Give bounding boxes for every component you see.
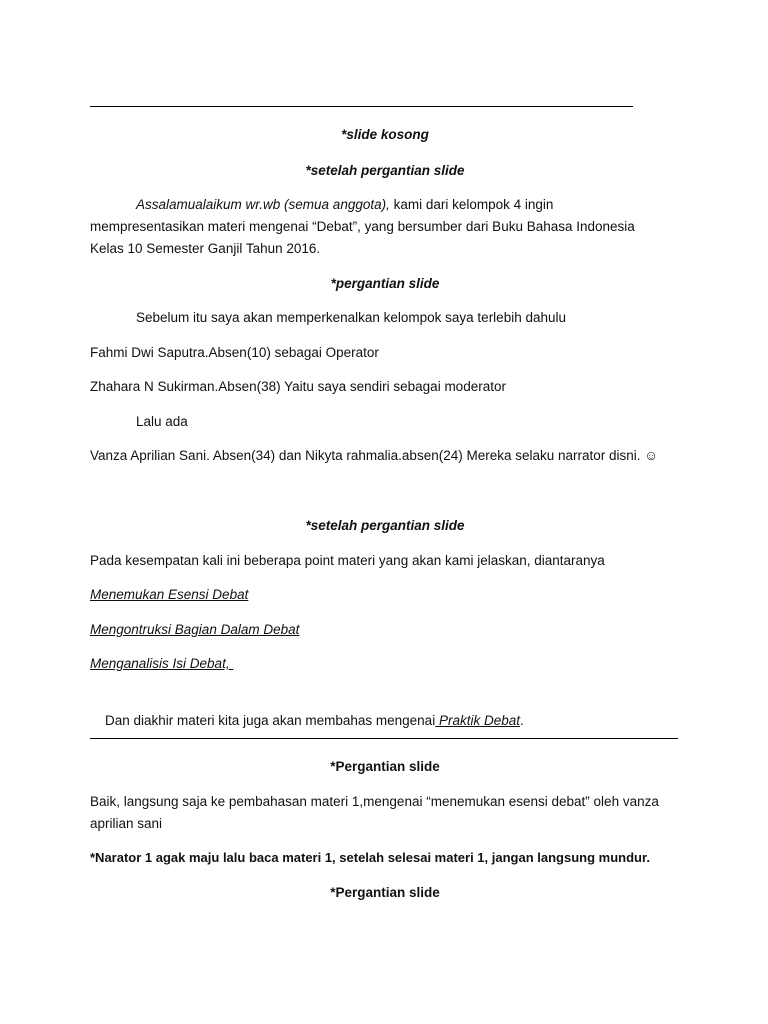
points-intro: Pada kesempatan kali ini beberapa point materi yang akan kami jelaskan, diantaranya [90, 553, 605, 568]
horizontal-rule-middle [90, 738, 678, 739]
stage-note-slide-kosong: *slide kosong [341, 127, 429, 142]
closing-period: . [520, 713, 524, 728]
greeting-rest: kami dari kelompok 4 ingin [389, 197, 554, 212]
greeting-line-3: Kelas 10 Semester Ganjil Tahun 2016. [90, 241, 321, 256]
narrator-instruction: *Narator 1 agak maju lalu baca materi 1, setelah selesai materi 1, jangan langsung mundur. [90, 850, 650, 865]
stage-note-setelah-pergantian-2: *setelah pergantian slide [305, 518, 465, 533]
stage-note-pergantian-1: *pergantian slide [330, 276, 440, 291]
closing-text: Dan diakhir materi kita juga akan membahas mengenai [105, 713, 436, 728]
materi1-line-1: Baik, langsung saja ke pembahasan materi 1,mengenai “menemukan esensi debat” oleh vanza [90, 794, 659, 809]
greeting-line-2: mempresentasikan materi mengenai “Debat”, yang bersumber dari Buku Bahasa Indonesia [90, 219, 635, 234]
member-narrators: Vanza Aprilian Sani. Absen(34) dan Nikyta rahmalia.absen(24) Mereka selaku narrator disni. ☺ [90, 448, 659, 463]
member-moderator: Zhahara N Sukirman.Absen(38) Yaitu saya sendiri sebagai moderator [90, 379, 506, 394]
greeting-line [136, 194, 553, 216]
point-item-2: Mengontruksi Bagian Dalam Debat [90, 622, 300, 637]
greeting-italic: Assalamualaikum wr.wb (semua anggota), [136, 197, 390, 212]
closing-points-line [90, 688, 524, 754]
stage-note-pergantian-2: *Pergantian slide [330, 759, 440, 774]
stage-note-pergantian-3: *Pergantian slide [330, 885, 440, 900]
lalu-ada: Lalu ada [136, 414, 188, 429]
praktik-debat-link: Praktik Debat [435, 713, 520, 728]
materi1-line-2: aprilian sani [90, 816, 163, 831]
point-item-1: Menemukan Esensi Debat [90, 587, 249, 602]
intro-paragraph: Sebelum itu saya akan memperkenalkan kelompok saya terlebih dahulu [136, 310, 566, 325]
point-item-3: Menganalisis Isi Debat, [90, 656, 234, 671]
horizontal-rule-top [90, 106, 633, 107]
member-operator: Fahmi Dwi Saputra.Absen(10) sebagai Operator [90, 345, 379, 360]
stage-note-setelah-pergantian-1: *setelah pergantian slide [305, 163, 465, 178]
